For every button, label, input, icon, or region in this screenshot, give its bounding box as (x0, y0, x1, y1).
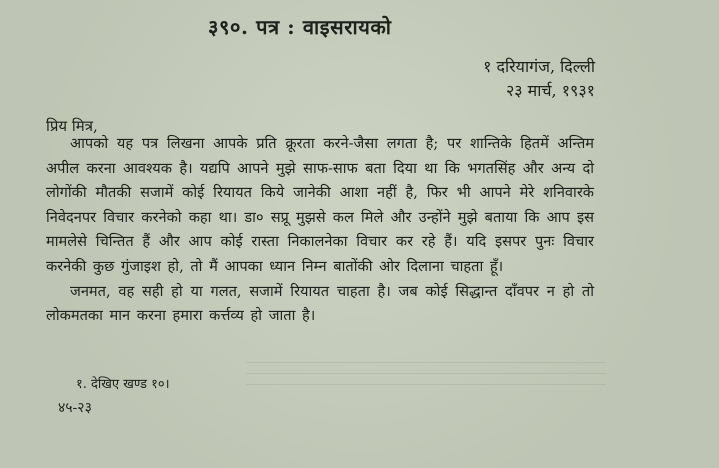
page-number: ४५-२३ (58, 400, 92, 416)
greeting: प्रिय मित्र, (46, 117, 98, 135)
address-block (483, 55, 595, 103)
letter-body (46, 132, 594, 329)
footnote: १. देखिए खण्ड १०। (76, 377, 170, 392)
body-paragraph-1: आपको यह पत्र लिखना आपके प्रति क्रूरता करने-जैसा लगता है; पर शान्तिके हितमें अन्तिम अपील करना आवश्यक है। यद्यपि आपने मुझे साफ-साफ बता दिया था कि भगतसिंह और अन्य दो लोगोंकी मौतकी सजामें कोई रियायत किये जानेकी आशा नहीं है, फिर भी आपने मेरे शनिवारके निवेदनपर विचार करनेको कहा था। डा० सप्रू मुझसे कल मिले और उन्होंने मुझे बताया कि आप इस मामलेसे चिन्तित हैं और आप कोई रास्ता निकालनेका विचार कर रहे हैं। यदि इसपर पुनः विचार करनेकी कुछ गुंजाइश हो, तो मैं आपका ध्यान निम्न बातोंकी ओर दिलाना चाहता हूँ। (46, 135, 594, 275)
address-line-1: १ दरियागंज, दिल्ली (483, 57, 595, 76)
letter-title: ३९०. पत्र : वाइसरायको (208, 15, 392, 39)
body-paragraph-2: जनमत, वह सही हो या गलत, सजामें रियायत चाहता है। जब कोई सिद्धान्त दाँवपर न हो तो लोकमतका मान करना हमारा कर्त्तव्य हो जाता है। (46, 282, 594, 325)
date-line: २३ मार्च, १९३१ (505, 81, 595, 100)
faint-bleed-through (246, 352, 606, 390)
